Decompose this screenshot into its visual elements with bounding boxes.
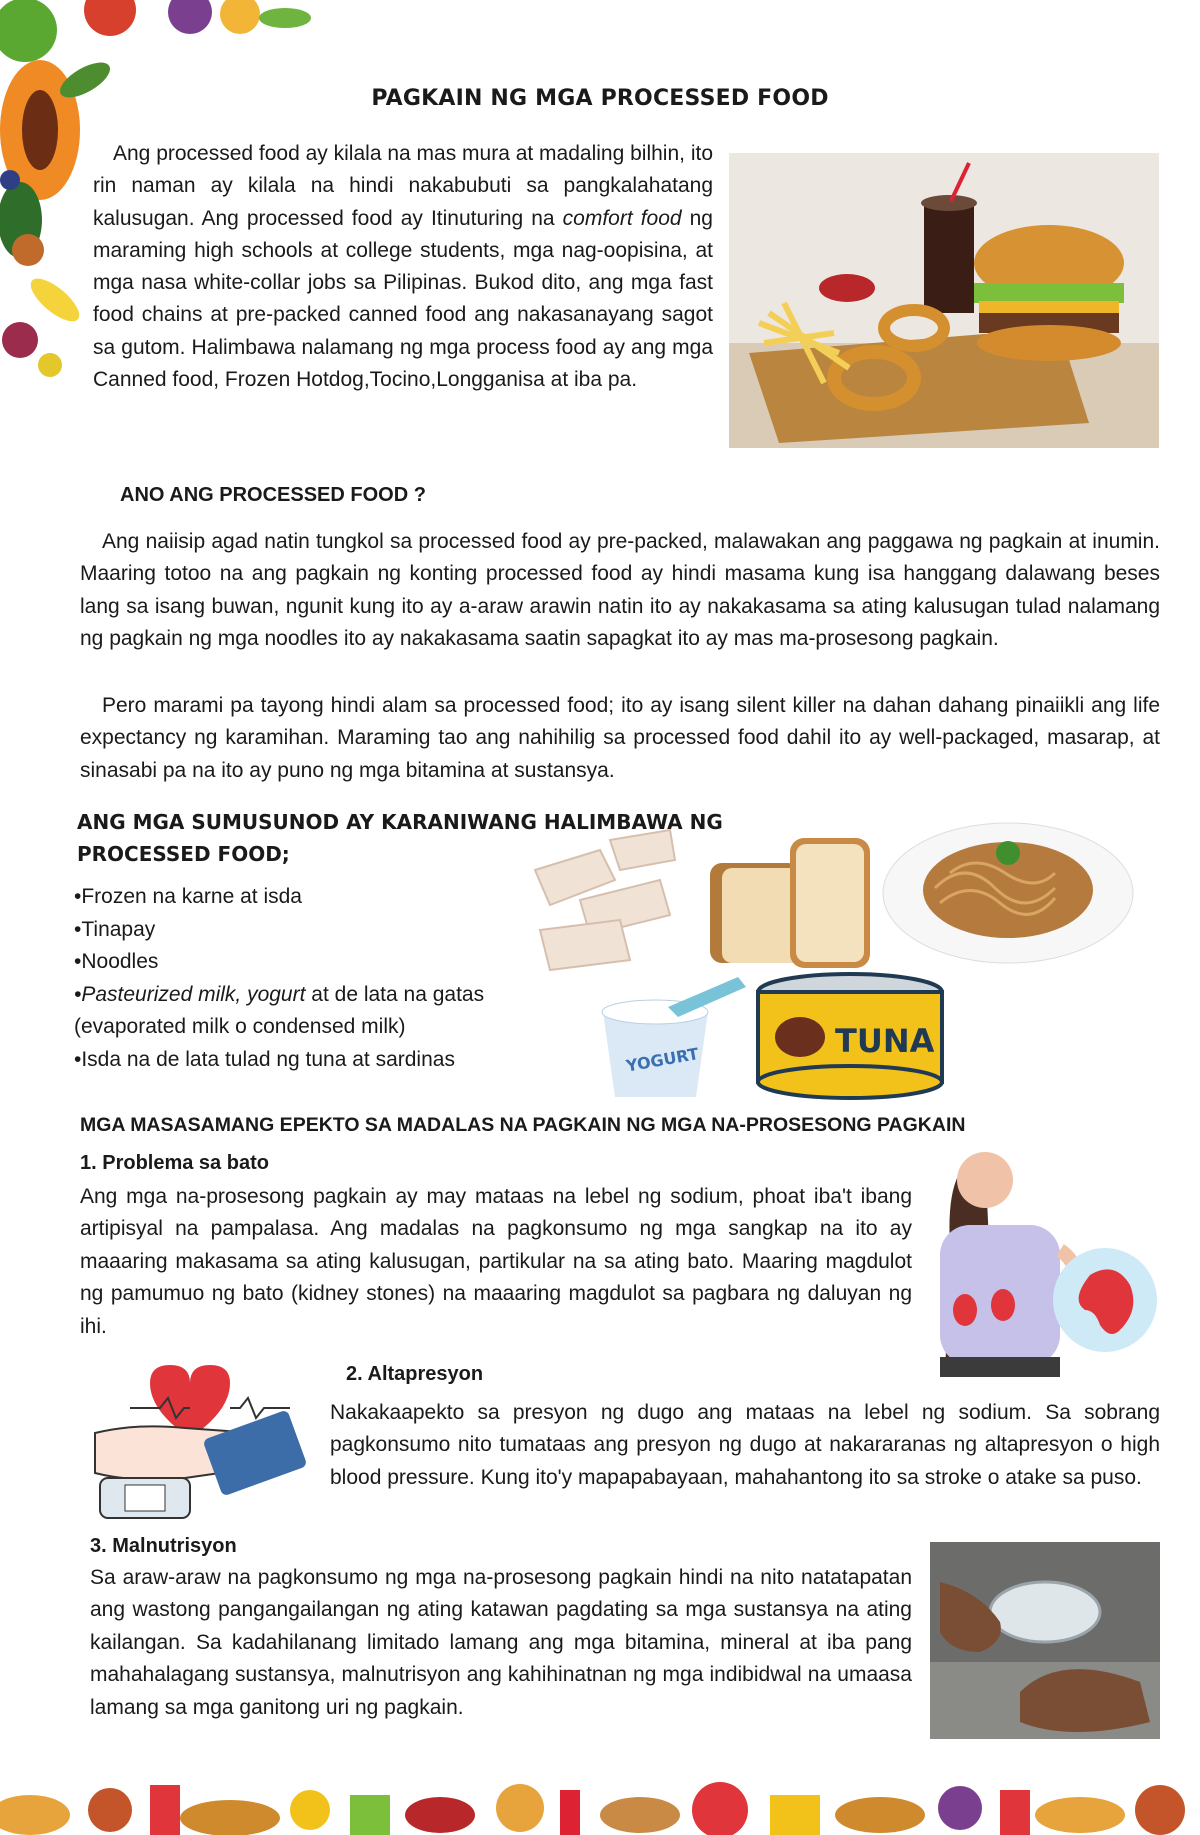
what-is-text-1: Ang naiisip agad natin tungkol sa processed food ay pre-packed, malawakan ang paggawa ng pagkain at inumin. Maaring totoo na ang pagkain ng konting processed food ay hindi masama kung isa hanggang dalawang beses lang sa isang buwan, ngunit kung ito ay a-araw arawin natin ito ay nakakasama sa ating kalusugan tulad nalamang ng pagkain ng mga noodles ito ay nakakasama saatin sapagkat ito ay mas ma-prosesong pagkain. bbox=[80, 530, 1160, 650]
list-item bbox=[74, 979, 484, 1012]
intro-comfort-food: comfort food bbox=[562, 206, 682, 230]
effect-3-body: Sa araw-araw na pagkonsumo ng mga na-prosesong pagkain hindi na nito natatapatan ang wastong pangangailangan ng ating katawan pagdating sa mga sustansya na ating kailangan. Sa kadahilanang limitado lamang ang mga bitamina, mineral at iba pang mahahalagang sustansya, malnutrisyon ang kahihinatnan ng mga indibidwal na umaasa lamang sa mga ganitong uri ng pagkain. bbox=[90, 1566, 912, 1719]
section-what-is-heading: ANO ANG PROCESSED FOOD ? bbox=[120, 484, 426, 506]
examples-list bbox=[74, 881, 484, 1076]
list-item: •Tinapay bbox=[74, 917, 156, 941]
list-item: •Isda na de lata tulad ng tuna at sardinas bbox=[74, 1047, 455, 1071]
yogurt-image bbox=[598, 972, 748, 1102]
intro-text-1: Ang processed food ay kilala na mas mura at madaling bilhin, ito rin naman ay kilala na hindi nakabubuti sa pangkalahatang kalusugan. Ang processed food ay Itinuturing na bbox=[93, 142, 713, 230]
bread-image bbox=[700, 828, 880, 978]
effect-2-title: 2. Altapresyon bbox=[346, 1363, 484, 1385]
frozen-fish-image bbox=[520, 820, 680, 980]
what-is-paragraph-1 bbox=[80, 526, 1160, 655]
blood-pressure-illustration bbox=[90, 1363, 330, 1525]
effects-heading: MGA MASASAMANG EPEKTO SA MADALAS NA PAGKAIN NG MGA NA-PROSESONG PAGKAIN bbox=[80, 1114, 966, 1136]
yogurt-label: YOGURT bbox=[624, 1044, 701, 1076]
what-is-text-2: Pero marami pa tayong hindi alam sa processed food; ito ay isang silent killer na dahan dahang pinaiikli ang life expectancy ng karamihan. Maraming tao ang nahihilig sa processed food dahil ito ay well-packaged, masarap, at sinasabi pa na ito ay puno ng mga bitamina at sustansya. bbox=[80, 694, 1160, 782]
effect-2-body: Nakakaapekto sa presyon ng dugo ang mataas na lebel ng sodium. Sa sobrang pagkonsumo nito tumataas ang presyon ng dugo at nakararanas ng altapresyon o high blood pressure. Kung ito'y mapapabayaan, mahahantong ito sa stroke o atake sa puso. bbox=[330, 1401, 1160, 1489]
list-item: (evaporated milk o condensed milk) bbox=[74, 1015, 406, 1038]
noodles-image bbox=[880, 808, 1135, 968]
effect-3-title: 3. Malnutrisyon bbox=[90, 1535, 237, 1557]
milk-rest: at de lata na gatas bbox=[305, 982, 485, 1006]
malnutrition-photo bbox=[930, 1542, 1160, 1739]
page-title: PAGKAIN NG MGA PROCESSED FOOD bbox=[371, 86, 829, 111]
tuna-label: TUNA bbox=[835, 1022, 935, 1060]
effect-1-body: Ang mga na-prosesong pagkain ay may mataas na lebel ng sodium, phoat iba't ibang artipisyal na pampalasa. Ang madalas na pagkonsumo ng mga sangkap na ito ay maaaring makasama sa ating kalusugan, partikular na sa ating bato. Maaring magdulot ng pamumuo ng bato (kidney stones) na maaaring magdulot sa pagbara ng daluyan ng ihi. bbox=[80, 1185, 912, 1338]
intro-paragraph bbox=[93, 138, 713, 396]
tuna-can-image bbox=[755, 972, 945, 1102]
fast-food-photo bbox=[729, 153, 1159, 448]
milk-italic: •Pasteurized milk, yogurt bbox=[74, 982, 306, 1006]
examples-heading: ANG MGA SUMUSUNOD AY KARANIWANG HALIMBAWA NG PROCESSED FOOD; bbox=[77, 810, 723, 866]
bottom-food-border bbox=[0, 1760, 1200, 1835]
what-is-paragraph-2 bbox=[80, 690, 1160, 787]
kidney-pain-illustration bbox=[915, 1135, 1160, 1380]
list-item: •Frozen na karne at isda bbox=[74, 885, 302, 908]
list-item: •Noodles bbox=[74, 950, 159, 973]
effect-1-title: 1. Problema sa bato bbox=[80, 1152, 269, 1174]
intro-text-2: ng maraming high schools at college students, mga nag-oopisina, at mga nasa white-collar jobs sa Pilipinas. Bukod dito, ang mga fast food chains at pre-packed canned food ang nakasanayang sagot sa gutom. Halimbawa nalamang ng mga process food ay ang mga Canned food, Frozen Hotdog,Tocino,Longganisa at iba pa. bbox=[93, 206, 713, 392]
